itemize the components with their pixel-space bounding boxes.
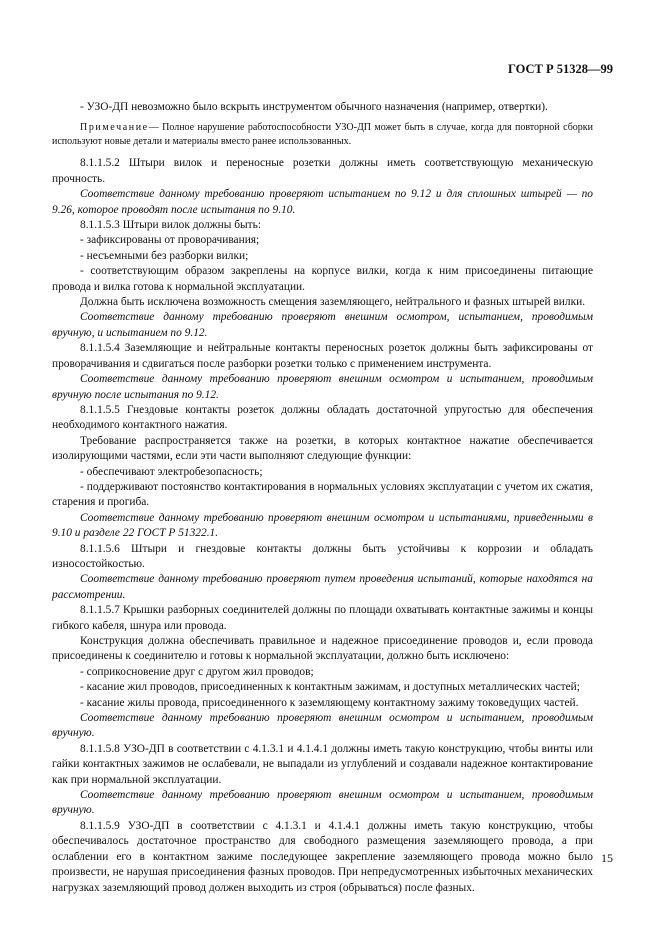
- note-label: Примечание: [80, 122, 149, 134]
- paragraph: - УЗО-ДП невозможно было вскрыть инструментом обычного назначения (например, отвертки).: [80, 101, 548, 113]
- list-item: - соответствующим образом закреплены на корпусе вилки, когда к ним присоединены питающие провода и вилка готова к нормальной эксплуатации.: [52, 265, 593, 293]
- note: [52, 121, 593, 148]
- list-item: - касание жил проводов, присоединенных к контактным зажимам, и доступных металлических частей;: [80, 681, 580, 694]
- document-header: ГОСТ Р 51328—99: [507, 62, 613, 76]
- list-item: - касание жилы провода, присоединенного к заземляющему контактному зажиму токоведущих частей.: [80, 696, 579, 709]
- clause-8-1-1-5-7: 8.1.1.5.7 Крышки разборных соединителей должны по площади охватывать контактные зажимы и концы гибкого кабеля, шнура или провода.: [52, 604, 593, 632]
- page-number: 15: [601, 851, 613, 865]
- document-body: [52, 100, 593, 896]
- paragraph: Конструкция должна обеспечивать правильное и надежное присоединение проводов и, если провода присоединены к соединителю и готовы к нормальной эксплуатации, должно быть исключено:: [52, 635, 593, 663]
- paragraph: Должна быть исключена возможность смещения заземляющего, нейтрального и фазных штырей вилки.: [80, 296, 586, 309]
- compliance-text: Соответствие данному требованию проверяют внешним осмотром и испытанием, проводимым вручную.: [52, 789, 593, 817]
- compliance-text: Соответствие данному требованию проверяют испытанием по 9.12 и для сплошных штырей — по 9.26, которое проводят после испытания по 9.10.: [52, 188, 593, 216]
- compliance-text: Соответствие данному требованию проверяют внешним осмотром и испытанием, проводимым вручную.: [52, 712, 593, 740]
- compliance-text: Соответствие данному требованию проверяют внешним осмотром, испытанием, проводимым вручную, и испытанием по 9.12.: [52, 311, 593, 339]
- list-item: - поддерживают постоянство контактирования в нормальных условиях эксплуатации с учетом их сжатия, старения и прогиба.: [52, 480, 593, 509]
- clause-8-1-1-5-3: 8.1.1.5.3 Штыри вилок должны быть:: [80, 219, 261, 232]
- note-text: — Полное нарушение работоспособности УЗО-ДП может быть в случае, когда для повторной сборки используют новые детали и материалы вместо ранее использованных.: [52, 122, 593, 147]
- compliance-text: Соответствие данному требованию проверяют внешним осмотром и испытаниями, приведенными в 9.10 и разделе 22 ГОСТ Р 51322.1.: [52, 511, 593, 540]
- list-item: - соприкосновение друг с другом жил проводов;: [80, 665, 314, 678]
- list-item: - обеспечивают электробезопасность;: [80, 465, 263, 478]
- clause-8-1-1-5-4: 8.1.1.5.4 Заземляющие и нейтральные контакты переносных розеток должны быть зафиксированы от проворачивания и сдвигаться после разборки розетки только с применением инструмента.: [52, 342, 593, 370]
- paragraph: Требование распространяется также на розетки, в которых контактное нажатие обеспечивается изолирующими частями, если эти части выполняют следующие функции:: [52, 434, 593, 463]
- compliance-text: Соответствие данному требованию проверяют путем проведения испытаний, которые находятся на рассмотрении.: [52, 573, 593, 601]
- clause-8-1-1-5-6: 8.1.1.5.6 Штыри и гнездовые контакты должны быть устойчивы к коррозии и обладать износостойкостью.: [52, 542, 593, 570]
- compliance-text: Соответствие данному требованию проверяют внешним осмотром и испытанием, проводимым вручную после испытания по 9.12.: [52, 373, 593, 401]
- list-item: - несъемными без разборки вилки;: [80, 249, 249, 262]
- clause-8-1-1-5-2: 8.1.1.5.2 Штыри вилок и переносные розетки должны иметь соответствующую механическую прочность.: [52, 157, 593, 185]
- clause-8-1-1-5-8: 8.1.1.5.8 УЗО-ДП в соответствии с 4.1.3.1 и 4.1.4.1 должны иметь такую конструкцию, чтобы винты или гайки контактных зажимов не ослабевали, не выпадали из углублений и создавали надежное контактирование как при нормальной эксплуатации.: [52, 742, 593, 786]
- list-item: - зафиксированы от проворачивания;: [80, 234, 260, 247]
- clause-8-1-1-5-9: 8.1.1.5.9 УЗО-ДП в соответствии с 4.1.3.1 и 4.1.4.1 должны иметь такую конструкцию, чтобы обеспечивалось достаточное пространство для свободного размещения заземляющего провода, а при ослаблении его в контактном зажиме последующее закрепление заземляющего провода можно было произвести, не нарушая присоединения фазных проводов. При непредусмотренных избыточных механических нагрузках заземляющий провод должен выходить из строя (обрываться) после фазных.: [52, 819, 593, 894]
- clause-8-1-1-5-5: 8.1.1.5.5 Гнездовые контакты розеток должны обладать достаточной упругостью для обеспечения необходимого контактного нажатия.: [52, 403, 593, 432]
